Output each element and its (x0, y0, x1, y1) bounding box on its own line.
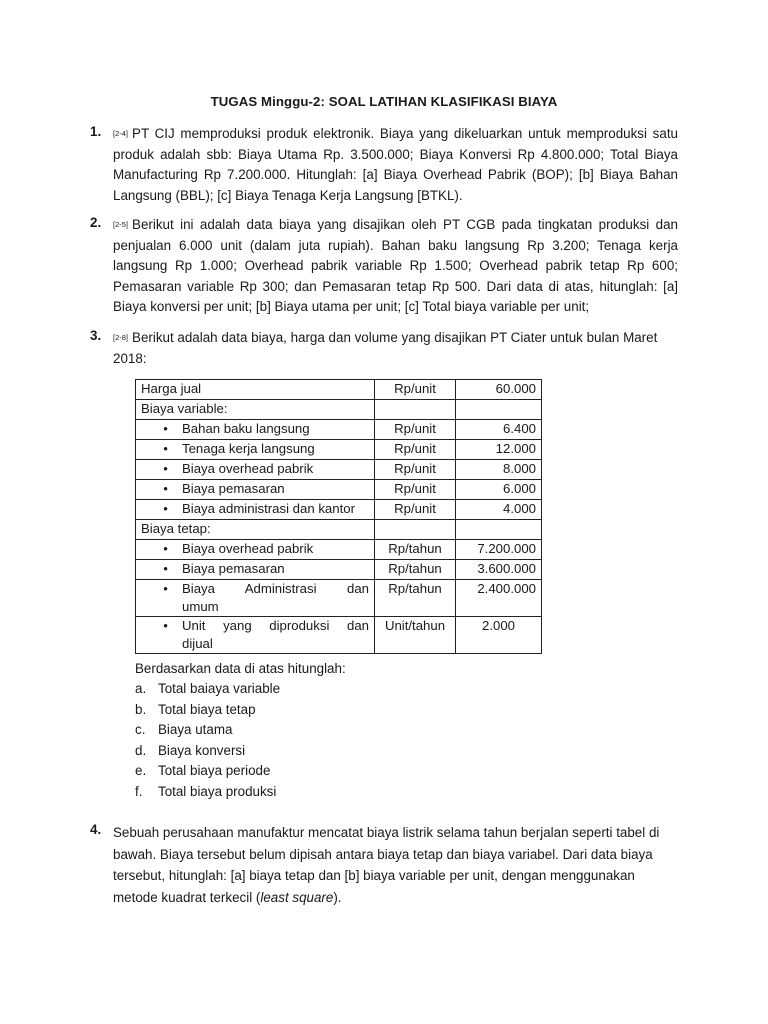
table-cell-value: 60.000 (456, 380, 542, 400)
bullet-icon: • (163, 481, 168, 496)
table-cell-unit: Rp/tahun (375, 580, 456, 617)
table-cell-label: Biaya administrasi dan kantor (182, 501, 355, 516)
table-row (136, 617, 542, 654)
table-section-header: Biaya variable: (136, 400, 375, 420)
table-row (136, 480, 542, 500)
table-cell-label: Biaya overhead pabrik (182, 461, 314, 476)
table-cell-label: Harga jual (136, 380, 375, 400)
question-number: 2. (90, 215, 102, 230)
table-cell-unit: Rp/tahun (375, 560, 456, 580)
question-2 (90, 215, 678, 318)
bullet-icon: • (163, 501, 168, 516)
table-cell-label: Tenaga kerja langsung (182, 441, 315, 456)
question-number: 1. (90, 124, 102, 139)
table-section-header: Biaya tetap: (136, 520, 375, 540)
table-cell-label: Biaya pemasaran (182, 481, 285, 496)
table-cell-value: 12.000 (456, 440, 542, 460)
bullet-icon: • (163, 541, 168, 556)
table-row (136, 440, 542, 460)
bullet-icon: • (163, 561, 168, 576)
table-cell-value: 2.400.000 (456, 580, 542, 617)
table-row (136, 500, 542, 520)
table-cell-value: 2.000 (456, 617, 542, 654)
table-row (136, 520, 542, 540)
question-3 (90, 328, 678, 369)
table-row (136, 380, 542, 400)
table-cell-unit: Rp/unit (375, 480, 456, 500)
table-cell-unit: Unit/tahun (375, 617, 456, 654)
table-row (136, 420, 542, 440)
bullet-icon: • (163, 581, 168, 596)
table-cell-value: 8.000 (456, 460, 542, 480)
table-cell-label-line1: Biaya Administrasi dan (182, 581, 369, 596)
table-cell-unit: Rp/tahun (375, 540, 456, 560)
question-italic-term: least square (260, 889, 334, 905)
table-row (136, 580, 542, 617)
table-cell-label-line2: umum (182, 599, 219, 614)
table-cell-label-line1: Unit yang diproduksi dan (182, 618, 369, 633)
reference-tag: [2-4] (113, 129, 129, 138)
table-cell-value: 6.000 (456, 480, 542, 500)
question-number: 3. (90, 328, 102, 343)
question-text-end: ). (333, 889, 342, 905)
reference-tag: [2-5] (113, 220, 129, 229)
question-text: Sebuah perusahaan manufaktur mencatat biaya listrik selama tahun berjalan seperti tabel di bawah. Biaya tersebut belum dipisah antara biaya tetap dan biaya variabel. Dari data biaya tersebut, hitunglah: [a] biaya tetap dan [b] biaya variable per unit, dengan menggunakan metode kuadrat terkecil ( (113, 825, 660, 905)
table-cell-value: 3.600.000 (456, 560, 542, 580)
list-item: c. Biaya utama (135, 722, 233, 737)
list-item: e. Total biaya periode (135, 763, 271, 778)
list-item: b. Total biaya tetap (135, 701, 256, 717)
document-title: TUGAS Minggu-2: SOAL LATIHAN KLASIFIKASI BIAYA (210, 94, 558, 109)
list-item: d. Biaya konversi (135, 742, 246, 758)
question-text: Berikut adalah data biaya, harga dan volume yang disajikan PT Ciater untuk bulan Maret 2018: (113, 330, 658, 366)
list-item: f. Total biaya produksi (135, 783, 277, 799)
table-row (136, 560, 542, 580)
table-cell-label: Biaya overhead pabrik (182, 541, 314, 556)
table-cell-unit: Rp/unit (375, 420, 456, 440)
table-row (136, 540, 542, 560)
bullet-icon: • (163, 461, 168, 476)
question-4 (90, 822, 678, 908)
table-row (136, 400, 542, 420)
question-text: PT CIJ memproduksi produk elektronik. Biaya yang dikeluarkan untuk memproduksi satu produk adalah sbb: Biaya Utama Rp. 3.500.000; Biaya Konversi Rp 4.800.000; Total Biaya Manufacturing Rp 7.200.000. Hitunglah: [a] Biaya Overhead Pabrik (BOP); [b] Biaya Bahan Langsung (BBL); [c] Biaya Tenaga Kerja Langsung [BTKL). (113, 126, 678, 203)
table-cell-value: 7.200.000 (456, 540, 542, 560)
bullet-icon: • (163, 441, 168, 456)
cost-data-table (135, 379, 542, 654)
table-cell-unit: Rp/unit (375, 500, 456, 520)
table-cell-label-line2: dijual (182, 636, 213, 651)
table-cell-value: 6.400 (456, 420, 542, 440)
q3-sub-list (135, 679, 280, 802)
q3-instruction: Berdasarkan data di atas hitunglah: (135, 661, 346, 676)
table-row (136, 460, 542, 480)
table-cell-label: Biaya pemasaran (182, 561, 285, 576)
bullet-icon: • (163, 618, 168, 633)
question-text: Berikut ini adalah data biaya yang disajikan oleh PT CGB pada tingkatan produksi dan penjualan 6.000 unit (dalam juta rupiah). Bahan baku langsung Rp 3.200; Tenaga kerja langsung Rp 1.000; Overhead pabrik variable Rp 1.500; Overhead pabrik tetap Rp 600; Pemasaran variable Rp 300; dan Pemasaran tetap Rp 500. Dari data di atas, hitunglah: [a] Biaya konversi per unit; [b] Biaya utama per unit; [c] Total biaya variable per unit; (113, 217, 678, 314)
table-cell-unit: Rp/unit (375, 440, 456, 460)
question-number: 4. (90, 822, 102, 837)
question-1 (90, 124, 678, 206)
bullet-icon: • (163, 421, 168, 436)
table-cell-label: Bahan baku langsung (182, 421, 310, 436)
table-cell-value: 4.000 (456, 500, 542, 520)
list-item: a. Total baiaya variable (135, 681, 281, 696)
reference-tag: [2-8] (113, 333, 129, 342)
table-cell-unit: Rp/unit (375, 380, 456, 400)
table-cell-unit: Rp/unit (375, 460, 456, 480)
